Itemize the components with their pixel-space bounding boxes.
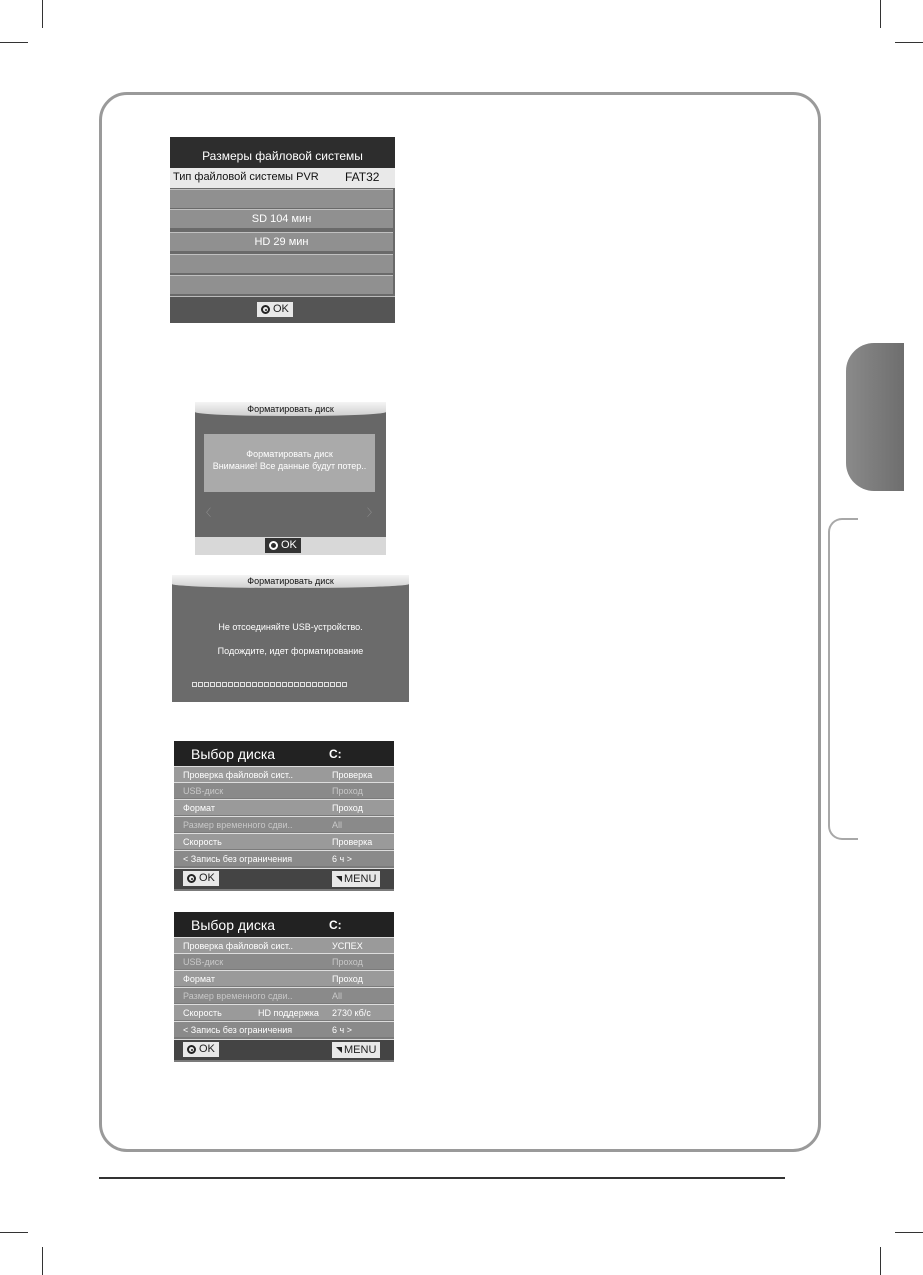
row-note: HD поддержка: [258, 1008, 319, 1018]
fs-size-screen: [170, 137, 395, 323]
fs-type-row: [170, 168, 395, 188]
progress-cell: [270, 682, 275, 687]
crop-mark: [42, 0, 43, 28]
row-value: Проход: [332, 957, 363, 967]
empty-row: [170, 275, 393, 294]
disk-select-title: Выбор диска: [191, 746, 276, 762]
crop-mark: [0, 42, 28, 43]
disconnect-warning: Не отсоединяйте USB-устройство.: [218, 622, 363, 632]
disk-check-row: [174, 1004, 394, 1020]
right-arrow-icon[interactable]: 〉: [367, 508, 377, 519]
menu-label: MENU: [344, 1044, 377, 1056]
disk-check-row: [174, 953, 394, 969]
progress-cell: [240, 682, 245, 687]
disk-check-row: [174, 816, 394, 832]
drive-letter: C:: [329, 747, 342, 761]
row-value: Проход: [332, 786, 363, 796]
disk-select-screen: [174, 912, 394, 1062]
row-label: < Запись без ограничения: [183, 1025, 293, 1035]
ok-icon: [187, 874, 196, 883]
disk-select-screen: [174, 741, 394, 891]
back-arrow-icon: [336, 876, 342, 882]
row-label: Проверка файловой сист..: [183, 941, 293, 951]
disk-check-row: [174, 850, 394, 866]
message-line: Форматировать диск: [246, 449, 333, 459]
fs-type-label: Тип файловой системы PVR: [173, 171, 319, 183]
progress-cell: [198, 682, 203, 687]
row-label: Размер временного сдви..: [183, 991, 293, 1001]
warning-line: Внимание! Все данные будут потер..: [212, 461, 367, 471]
row-value: 6 ч >: [332, 1025, 352, 1035]
crop-mark: [895, 42, 923, 43]
format-progress-bar: [192, 682, 347, 687]
disk-select-header: [174, 741, 394, 766]
row-label: USB-диск: [183, 957, 224, 967]
crop-mark: [0, 1232, 28, 1233]
progress-cell: [252, 682, 257, 687]
ok-button[interactable]: [183, 871, 219, 886]
row-label: Проверка файловой сист..: [183, 770, 293, 780]
progress-cell: [216, 682, 221, 687]
disk-select-footer: [174, 1039, 394, 1060]
progress-cell: [276, 682, 281, 687]
progress-cell: [228, 682, 233, 687]
row-value: Проверка: [332, 837, 373, 847]
progress-cell: [330, 682, 335, 687]
sd-row: SD 104 мин: [170, 209, 393, 228]
crop-mark: [880, 1247, 881, 1275]
format-confirm-footer: [195, 537, 386, 555]
progress-cell: [294, 682, 299, 687]
ok-label: OK: [199, 872, 215, 884]
empty-row: [170, 254, 393, 273]
back-arrow-icon: [336, 1047, 342, 1053]
fs-type-value: FAT32: [345, 170, 380, 184]
ok-icon: [187, 1045, 196, 1054]
row-label: < Запись без ограничения: [183, 854, 293, 864]
disk-check-row: [174, 1021, 394, 1037]
menu-label: MENU: [344, 873, 377, 885]
crop-mark: [895, 1232, 923, 1233]
format-progress-title: Форматировать диск: [172, 575, 409, 588]
progress-cell: [192, 682, 197, 687]
format-confirm-screen: [195, 402, 386, 555]
section-tab: [828, 518, 858, 840]
progress-cell: [210, 682, 215, 687]
ok-label: OK: [199, 1043, 215, 1055]
drive-letter: C:: [329, 918, 342, 932]
disk-check-row: [174, 799, 394, 815]
progress-cell: [324, 682, 329, 687]
progress-cell: [318, 682, 323, 687]
progress-cell: [282, 682, 287, 687]
row-label: Формат: [183, 974, 215, 984]
row-value: Проход: [332, 803, 363, 813]
hd-row: HD 29 мин: [170, 232, 393, 251]
format-confirm-message: [204, 434, 375, 492]
crop-mark: [42, 1247, 43, 1275]
progress-cell: [336, 682, 341, 687]
progress-cell: [288, 682, 293, 687]
progress-cell: [234, 682, 239, 687]
row-label: USB-диск: [183, 786, 224, 796]
disk-check-row: [174, 937, 394, 953]
row-value: 2730 кб/с: [332, 1008, 371, 1018]
row-label: Скорость: [183, 1008, 222, 1018]
row-value: УСПЕХ: [332, 941, 363, 951]
disk-check-row: [174, 970, 394, 986]
progress-cell: [342, 682, 347, 687]
ok-button[interactable]: [183, 1042, 219, 1057]
progress-cell: [312, 682, 317, 687]
row-value: 6 ч >: [332, 854, 352, 864]
crop-mark: [880, 0, 881, 28]
disk-select-footer: [174, 868, 394, 889]
row-label: Скорость: [183, 837, 222, 847]
disk-select-header: [174, 912, 394, 937]
row-value: All: [332, 991, 343, 1001]
progress-cell: [300, 682, 305, 687]
ok-button[interactable]: [265, 538, 301, 553]
row-label: Формат: [183, 803, 215, 813]
progress-cell: [306, 682, 311, 687]
progress-cell: [258, 682, 263, 687]
ok-icon: [261, 305, 270, 314]
wait-message: Подождите, идет форматирование: [217, 646, 364, 656]
row-value: Проход: [332, 974, 363, 984]
footer-rule: [99, 1177, 785, 1179]
progress-cell: [222, 682, 227, 687]
disk-check-row: [174, 782, 394, 798]
menu-button[interactable]: [332, 1042, 380, 1058]
disk-select-title: Выбор диска: [191, 917, 276, 933]
row-value: Проверка: [332, 770, 373, 780]
ok-button[interactable]: [257, 302, 293, 317]
disk-check-row: [174, 987, 394, 1003]
row-label: Размер временного сдви..: [183, 820, 293, 830]
progress-cell: [204, 682, 209, 687]
fs-size-title: Размеры файловой системы: [170, 137, 395, 168]
disk-check-row: [174, 766, 394, 782]
disk-check-row: [174, 833, 394, 849]
progress-cell: [264, 682, 269, 687]
format-confirm-title: Форматировать диск: [195, 402, 386, 416]
empty-row: [170, 189, 393, 208]
ok-label: OK: [273, 303, 289, 315]
progress-cell: [246, 682, 251, 687]
left-arrow-icon[interactable]: 〈: [201, 508, 211, 519]
format-progress-screen: [172, 575, 409, 702]
ok-label: OK: [281, 539, 297, 551]
fs-size-footer: [170, 296, 395, 323]
section-tab-active: [846, 343, 904, 491]
menu-button[interactable]: [332, 871, 380, 887]
ok-icon: [269, 541, 278, 550]
row-value: All: [332, 820, 343, 830]
